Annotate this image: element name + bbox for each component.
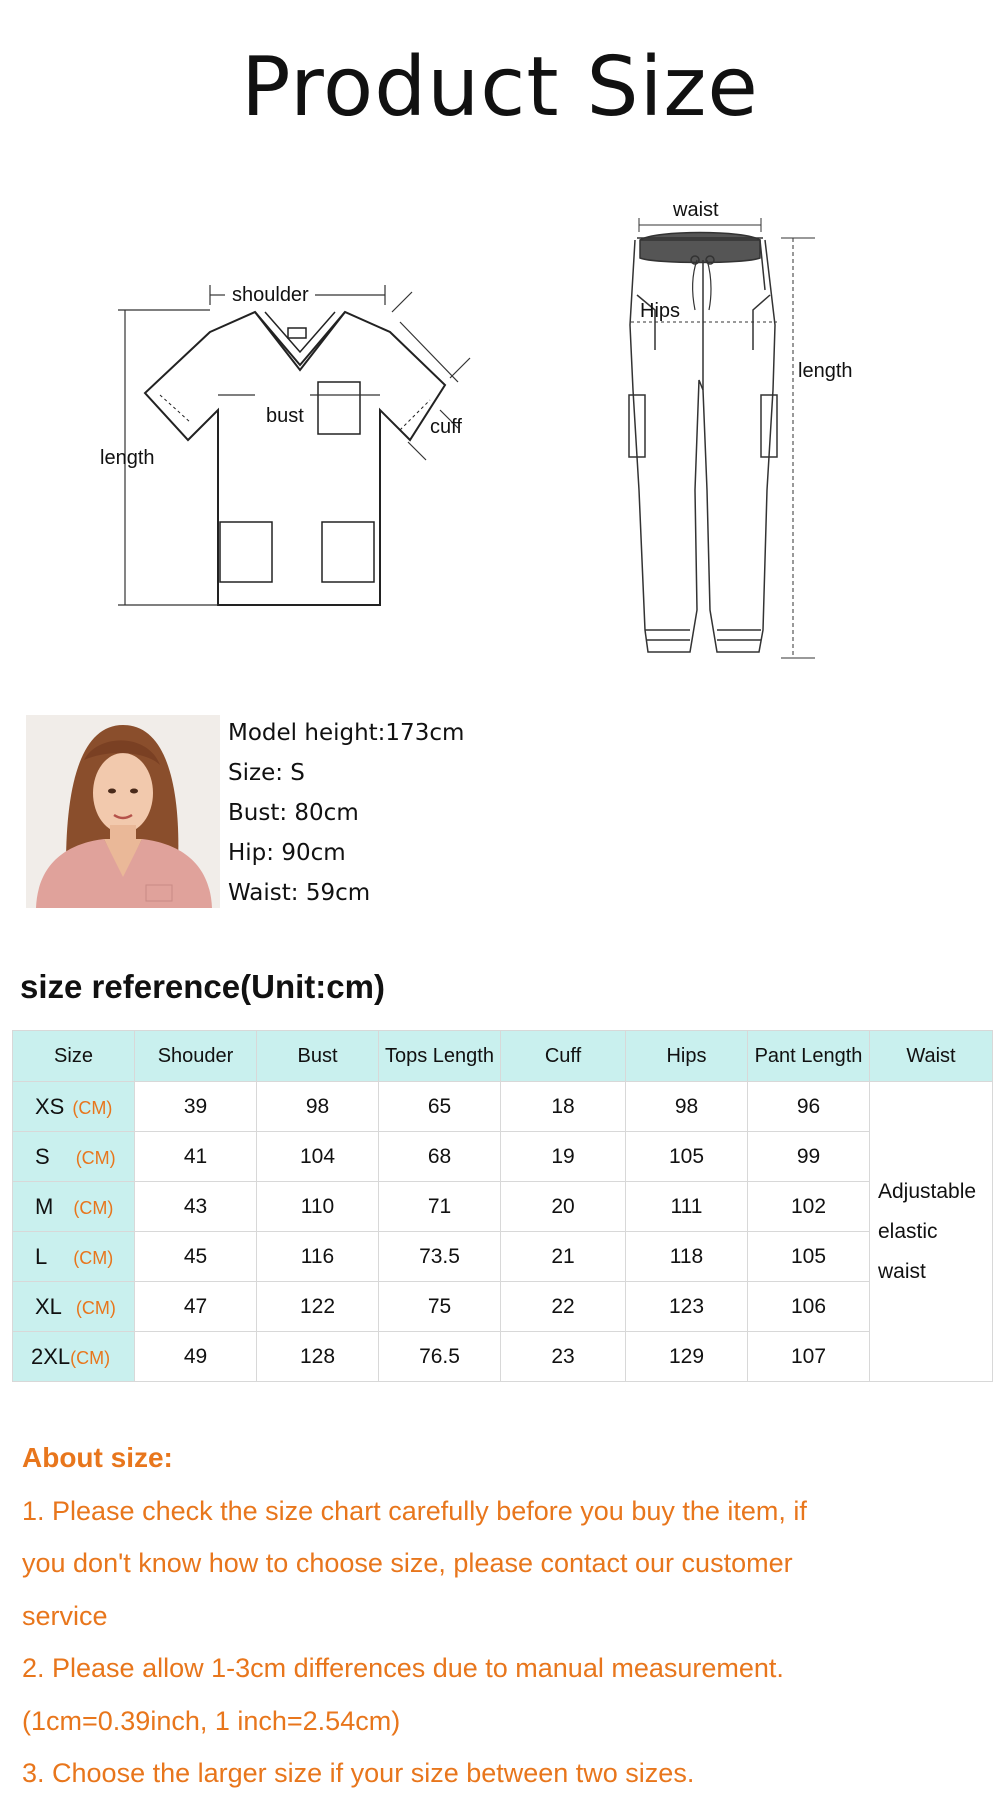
- unit-label: (CM): [73, 1247, 114, 1268]
- waist-note-line: waist: [878, 1259, 926, 1283]
- model-bust: Bust: 80cm: [228, 800, 359, 826]
- page-title: Product Size: [241, 40, 759, 135]
- model-size: Size: S: [228, 760, 305, 786]
- cuff-cell: 23: [501, 1332, 626, 1382]
- size-label: L: [35, 1243, 48, 1269]
- about-line: 2. Please allow 1-3cm differences due to manual measurement.: [22, 1653, 784, 1683]
- table-row: [13, 1332, 993, 1382]
- shoulder-cell: 43: [135, 1182, 257, 1232]
- tops-length-cell: 65: [379, 1082, 501, 1132]
- table-row: [13, 1082, 993, 1132]
- header-size: Size: [13, 1031, 135, 1082]
- model-photo: [26, 715, 220, 908]
- size-label: XS: [35, 1093, 65, 1119]
- size-reference-title: size reference(Unit:cm): [20, 968, 385, 1005]
- size-cell: [13, 1332, 135, 1382]
- size-table: [12, 1030, 993, 1382]
- shoulder-cell: 47: [135, 1282, 257, 1332]
- cuff-cell: 20: [501, 1182, 626, 1232]
- header-tops-length: Tops Length: [379, 1031, 501, 1082]
- unit-label: (CM): [72, 1097, 113, 1118]
- hips-cell: 98: [626, 1082, 748, 1132]
- size-cell: [13, 1282, 135, 1332]
- size-cell: [13, 1082, 135, 1132]
- pant-length-cell: 106: [748, 1282, 870, 1332]
- about-line: service: [22, 1600, 108, 1631]
- unit-label: (CM): [70, 1347, 111, 1368]
- size-cell: [13, 1232, 135, 1282]
- header-hips: Hips: [626, 1031, 748, 1082]
- model-waist: Waist: 59cm: [228, 880, 371, 906]
- header-shoulder: Shouder: [135, 1031, 257, 1082]
- shirt-bust-label: bust: [266, 405, 304, 427]
- pant-length-cell: 107: [748, 1332, 870, 1382]
- bust-cell: 104: [257, 1132, 379, 1182]
- table-row: [13, 1282, 993, 1332]
- header-bust: Bust: [257, 1031, 379, 1082]
- shirt-shoulder-label: shoulder: [232, 284, 309, 306]
- bust-cell: 116: [257, 1232, 379, 1282]
- about-size-section: [22, 1432, 982, 1800]
- cuff-cell: 21: [501, 1232, 626, 1282]
- shirt-diagram: [90, 270, 510, 620]
- pants-hips-label: Hips: [640, 300, 681, 322]
- table-header-row: [13, 1031, 993, 1082]
- pants-diagram: [615, 190, 895, 670]
- shoulder-cell: 41: [135, 1132, 257, 1182]
- header-waist: Waist: [870, 1031, 993, 1082]
- pant-length-cell: 102: [748, 1182, 870, 1232]
- tops-length-cell: 73.5: [379, 1232, 501, 1282]
- shoulder-cell: 45: [135, 1232, 257, 1282]
- pants-waist-label: waist: [673, 199, 719, 221]
- size-label: XL: [35, 1293, 62, 1319]
- unit-label: (CM): [75, 1147, 116, 1168]
- cuff-cell: 18: [501, 1082, 626, 1132]
- model-height: Model height:173cm: [228, 720, 465, 746]
- tops-length-cell: 68: [379, 1132, 501, 1182]
- about-line: 1. Please check the size chart carefully before you buy the item, if: [22, 1495, 807, 1526]
- about-line: 3. Choose the larger size if your size between two sizes.: [22, 1758, 695, 1788]
- hips-cell: 111: [626, 1182, 748, 1232]
- about-line: you don't know how to choose size, please contact our customer: [22, 1548, 793, 1578]
- shirt-cuff-label: cuff: [430, 416, 462, 438]
- tops-length-cell: 76.5: [379, 1332, 501, 1382]
- model-info: [228, 713, 464, 913]
- bust-cell: 110: [257, 1182, 379, 1232]
- about-line: (1cm=0.39inch, 1 inch=2.54cm): [22, 1705, 401, 1736]
- bust-cell: 98: [257, 1082, 379, 1132]
- hips-cell: 129: [626, 1332, 748, 1382]
- waist-note-line: Adjustable: [878, 1179, 977, 1203]
- header-cuff: Cuff: [501, 1031, 626, 1082]
- hips-cell: 123: [626, 1282, 748, 1332]
- pant-length-cell: 99: [748, 1132, 870, 1182]
- tops-length-cell: 75: [379, 1282, 501, 1332]
- bust-cell: 122: [257, 1282, 379, 1332]
- pants-length-label: length: [798, 360, 853, 382]
- cuff-cell: 19: [501, 1132, 626, 1182]
- waist-cell: [870, 1082, 993, 1382]
- hips-cell: 105: [626, 1132, 748, 1182]
- header-pant-length: Pant Length: [748, 1031, 870, 1082]
- shoulder-cell: 49: [135, 1332, 257, 1382]
- hips-cell: 118: [626, 1232, 748, 1282]
- size-cell: [13, 1132, 135, 1182]
- shirt-length-label: length: [100, 447, 155, 469]
- unit-label: (CM): [73, 1197, 114, 1218]
- size-label: 2XL: [31, 1343, 71, 1369]
- table-row: [13, 1232, 993, 1282]
- pant-length-cell: 96: [748, 1082, 870, 1132]
- bust-cell: 128: [257, 1332, 379, 1382]
- tops-length-cell: 71: [379, 1182, 501, 1232]
- size-cell: [13, 1182, 135, 1232]
- model-hip: Hip: 90cm: [228, 840, 346, 866]
- size-label: S: [35, 1143, 50, 1169]
- cuff-cell: 22: [501, 1282, 626, 1332]
- size-label: M: [35, 1193, 54, 1219]
- table-row: [13, 1182, 993, 1232]
- table-row: [13, 1132, 993, 1182]
- pant-length-cell: 105: [748, 1232, 870, 1282]
- unit-label: (CM): [75, 1297, 116, 1318]
- about-size-title: About size:: [22, 1442, 173, 1473]
- shoulder-cell: 39: [135, 1082, 257, 1132]
- waist-note-line: elastic: [878, 1219, 938, 1243]
